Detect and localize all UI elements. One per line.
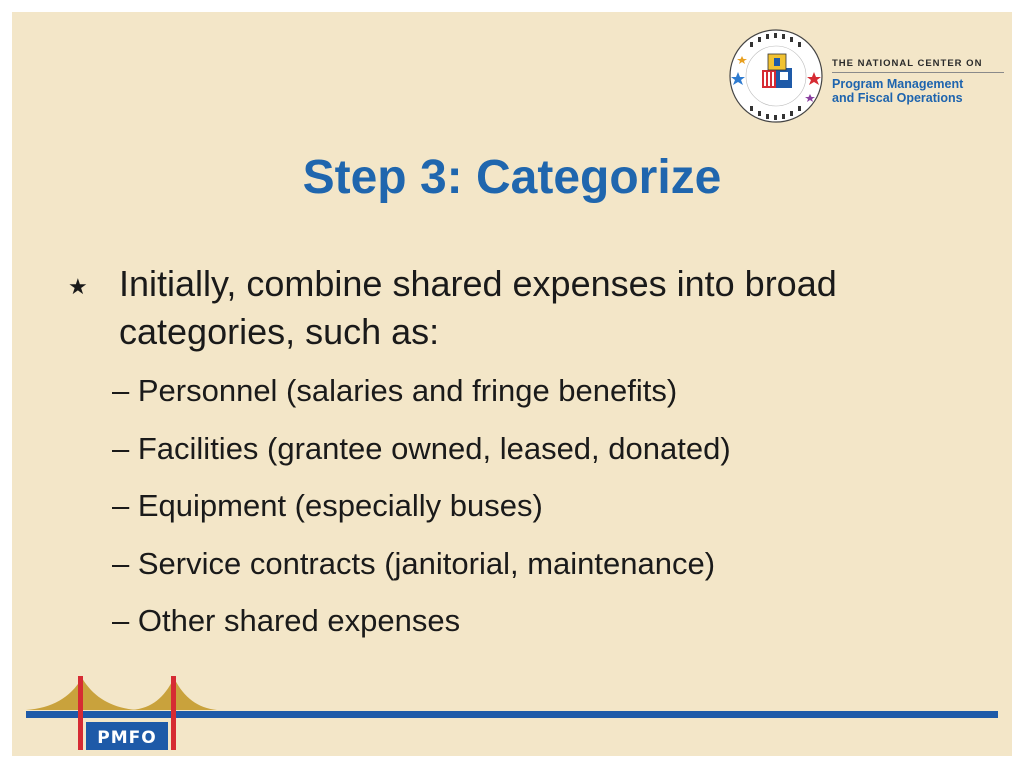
slide-title: Step 3: Categorize <box>302 151 722 204</box>
slide <box>12 12 1012 756</box>
center-prefix: THE NATIONAL CENTER ON <box>832 58 983 69</box>
main-bullet-text: Initially, combine shared expenses into broad categories, such as: <box>119 263 837 352</box>
pmfo-logo-text: PMFO <box>97 728 157 748</box>
center-line-2: and Fiscal Operations <box>832 91 963 105</box>
center-line-1: Program Management <box>832 77 964 91</box>
sub-bullet-item: – Equipment (especially buses) <box>112 488 543 523</box>
star-bullet-icon: ★ <box>68 274 88 299</box>
sub-bullet-item: – Facilities (grantee owned, leased, donated) <box>112 430 731 466</box>
center-divider <box>832 72 1004 73</box>
sub-bullet-item: – Personnel (salaries and fringe benefits) <box>112 373 678 408</box>
sub-bullet-list <box>112 372 992 660</box>
sub-bullet-item: – Service contracts (janitorial, maintenance) <box>112 545 716 581</box>
sub-bullet-item: – Other shared expenses <box>112 603 461 638</box>
national-center-logo <box>728 28 1004 128</box>
pmfo-footer <box>12 672 1012 756</box>
center-name <box>832 58 1004 105</box>
head-start-seal-icon <box>728 28 824 124</box>
